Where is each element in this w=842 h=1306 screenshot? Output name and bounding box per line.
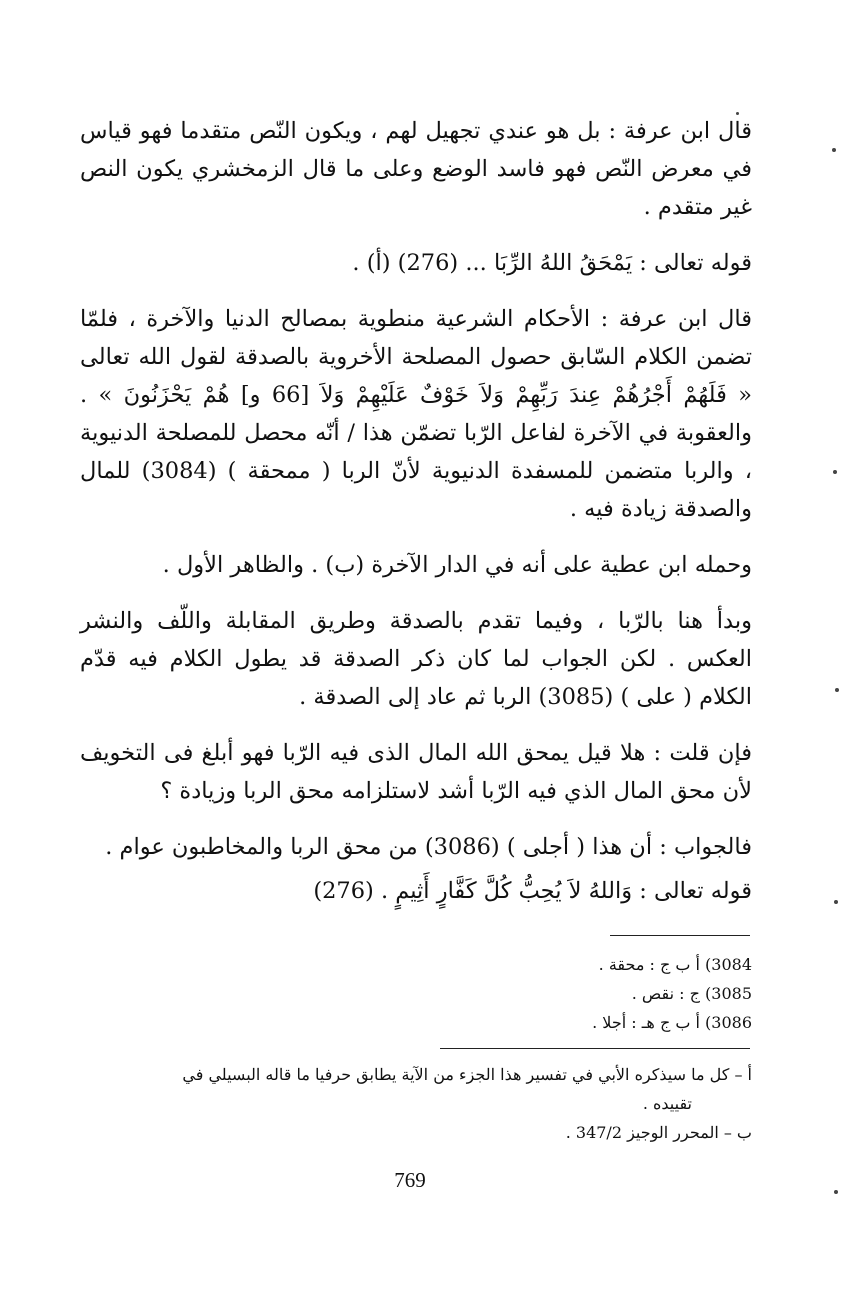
editor-note-a-continued: تقييده .	[642, 1094, 692, 1113]
paragraph-ibn-arafa-2: قال ابن عرفة : الأحكام الشرعية منطوية بمصالح الدنيا والآخرة ، فلمّا تضمن الكلام السّابق حصول المصلحة الأخروية بالصدقة لقول الله تعالى « فَلَهُمْ أَجْرُهُمْ عِندَ رَبِّهِمْ وَلاَ خَوْفٌ عَلَيْهِمْ وَلاَ [66 و] هُمْ يَحْزَنُونَ » . والعقوبة في الآخرة لفاعل الرّبا تضمّن هذا / أنّه محصل للمصلحة الدنيوية ، والربا متضمن للمسفدة الدنيوية لأنّ الربا ( ممحقة ) (3084) للمال والصدقة زيادة فيه .	[80, 306, 752, 522]
editor-note-b: ب – المحرر الوجيز 347/2 .	[565, 1123, 752, 1142]
scan-speck	[833, 470, 837, 474]
scan-speck	[736, 112, 739, 115]
scan-speck	[834, 1190, 838, 1194]
scan-speck	[835, 688, 839, 692]
editor-note-a: أ – كل ما سيذكره الأبي في تفسير هذا الجزء من الآية يطابق حرفيا ما قاله البسيلي في	[182, 1065, 752, 1084]
paragraph-answer: فالجواب : أن هذا ( أجلى ) (3086) من محق الربا والمخاطبون عوام .	[105, 834, 752, 860]
scan-speck	[834, 900, 838, 904]
paragraph-riba-first: وبدأ هنا بالرّبا ، وفيما تقدم بالصدقة وطريق المقابلة واللّف والنشر العكس . لكن الجواب لما كان ذكر الصدقة قد يطول الكلام فيه قدّم الكلام ( على ) (3085) الربا ثم عاد إلى الصدقة .	[80, 608, 752, 710]
page-number: 769	[394, 1168, 426, 1192]
variant-note: 3084) أ ب ج : محقة .	[598, 955, 752, 974]
paragraph-verse-276a: قوله تعالى : يَمْحَقُ اللهُ الرِّبَا ... (276) (أ) .	[352, 250, 752, 276]
editor-notes	[80, 1060, 752, 1147]
paragraph-verse-276b: قوله تعالى : وَاللهُ لاَ يُحِبُّ كُلَّ كَفَّارٍ أَثِيمٍ . (276)	[313, 878, 752, 904]
editor-notes-divider	[440, 1048, 750, 1049]
paragraph-question: فإن قلت : هلا قيل يمحق الله المال الذى فيه الرّبا فهو أبلغ فى التخويف لأن محق المال الذي فيه الرّبا أشد لاستلزامه محق الربا وزيادة ؟	[80, 740, 752, 804]
variant-notes-divider	[610, 935, 750, 936]
variant-note: 3086) أ ب ج هـ : أجلا .	[592, 1013, 752, 1032]
variant-notes	[440, 950, 752, 1037]
paragraph-ibn-arafa-1: قال ابن عرفة : بل هو عندي تجهيل لهم ، ويكون النّص متقدما فهو قياس في معرض النّص فهو فاسد الوضع وعلى ما قال الزمخشري يكون النص غير متقدم .	[80, 118, 752, 220]
paragraph-ibn-atiyya: وحمله ابن عطية على أنه في الدار الآخرة (ب) . والظاهر الأول .	[162, 552, 752, 578]
variant-note: 3085) ج : نقص .	[631, 984, 752, 1003]
main-text	[80, 112, 752, 928]
scan-speck	[832, 148, 836, 152]
